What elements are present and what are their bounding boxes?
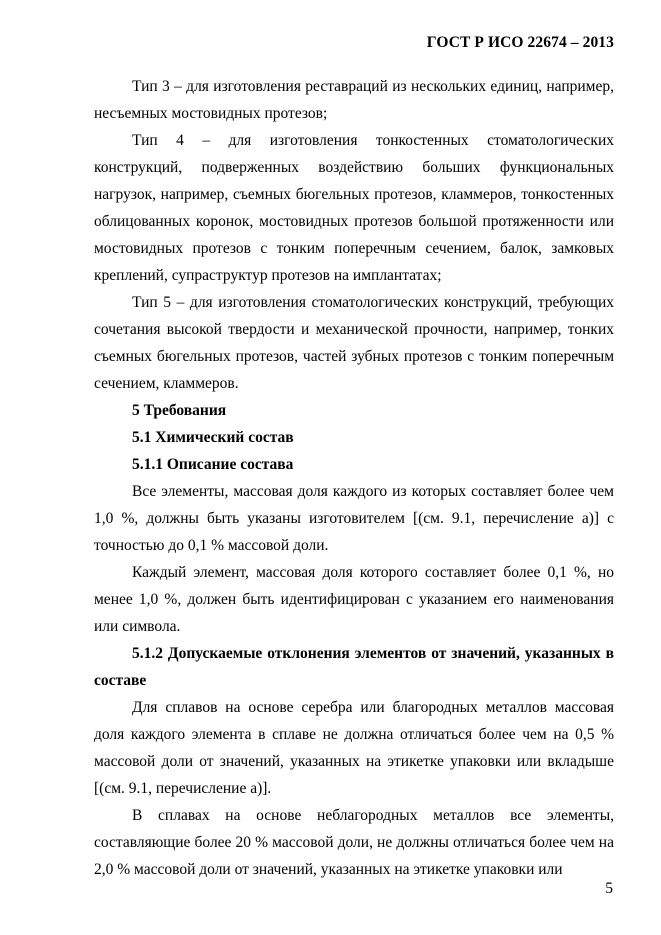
section-5-1-heading: 5.1 Химический состав (132, 429, 294, 446)
page-number: 5 (605, 880, 613, 897)
type-4-item: Тип 4 – для изготовления тонкостенных стоматологических конструкций, подверженных воздействию больших функциональных нагрузок, например, съемных бюгельных протезов, кламмеров, тонкостенных облицованных коронок, мостовидных протезов большой протяженности или мостовидных протезов с тонким поперечным сечением, балок, замковых креплений, супраструктур протезов на имплантатах; (94, 132, 614, 284)
composition-paragraph-1: Все элементы, массовая доля каждого из которых составляет более чем 1,0 %, должны быть указаны изготовителем [(см. 9.1, перечисление а)] с точностью до 0,1 % массовой доли. (94, 483, 614, 554)
tolerance-paragraph-2: В сплавах на основе неблагородных металлов все элементы, составляющие более 20 % массовой доли, не должны отличаться более чем на 2,0 % массовой доли от значений, указанных на этикетке упаковки или (94, 807, 614, 878)
type-5-item: Тип 5 – для изготовления стоматологических конструкций, требующих сочетания высокой твердости и механической прочности, например, тонких съемных бюгельных протезов, частей зубных протезов с тонким поперечным сечением, кламмеров. (94, 294, 614, 392)
section-5-1-2-heading: 5.1.2 Допускаемые отклонения элементов от значений, указанных в составе (94, 645, 614, 689)
composition-paragraph-2: Каждый элемент, массовая доля которого составляет более 0,1 %, но менее 1,0 %, должен быть идентифицирован с указанием его наименования или символа. (94, 564, 614, 635)
document-code-header: ГОСТ Р ИСО 22674 – 2013 (426, 34, 614, 51)
type-3-item: Тип 3 – для изготовления реставраций из нескольких единиц, например, несъемных мостовидных протезов; (94, 78, 614, 122)
tolerance-paragraph-1: Для сплавов на основе серебра или благородных металлов массовая доля каждого элемента в сплаве не должна отличаться более чем на 0,5 % массовой доли от значений, указанных на этикетке упаковки или вкладыше [(см. 9.1, перечисление а)]. (94, 699, 614, 797)
section-5-1-1-heading: 5.1.1 Описание состава (132, 456, 294, 473)
document-body (94, 73, 614, 883)
section-5-heading: 5 Требования (132, 402, 227, 419)
